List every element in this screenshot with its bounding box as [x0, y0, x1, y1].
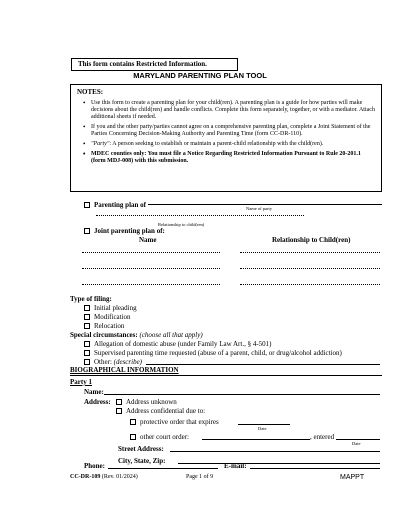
relocation-label: Relocation	[94, 322, 125, 330]
form-id-footer	[70, 474, 138, 480]
supervised-label: Supervised parenting time requested (abuse of a parent, child, or drug/alcohol addiction)	[94, 349, 342, 357]
form-title: MARYLAND PARENTING PLAN TOOL	[133, 71, 267, 80]
initial-label: Initial pleading	[94, 304, 137, 312]
email-label: E-mail:	[224, 462, 247, 470]
address-confidential-checkbox[interactable]	[116, 408, 122, 414]
relationship-column-header: Relationship to Child(ren)	[272, 236, 351, 244]
note-item	[91, 141, 375, 148]
restricted-info-notice: This form contains Restricted Information.	[71, 58, 238, 71]
joint-name-field-2[interactable]	[82, 268, 220, 269]
protective-order-date-caption: Date	[258, 426, 267, 431]
filing-option-initial[interactable]	[84, 304, 137, 312]
phone-field[interactable]	[108, 468, 218, 469]
special-option-supervised[interactable]	[84, 349, 342, 357]
other-court-order-checkbox[interactable]	[130, 434, 136, 440]
special-circumstances-label: Special circumstances:	[70, 331, 138, 339]
city-state-zip-field[interactable]	[178, 463, 380, 464]
entered-date-field[interactable]	[336, 439, 380, 440]
joint-name-field-1[interactable]	[82, 252, 220, 253]
protective-order-checkbox[interactable]	[130, 419, 136, 425]
address-confidential-option[interactable]	[116, 407, 205, 415]
form-id: CC-DR-109	[70, 474, 101, 480]
party-name-field[interactable]	[148, 204, 382, 205]
notes-list	[77, 100, 375, 165]
other-label: Other:	[94, 358, 112, 366]
other-court-order-label: other court order:	[140, 433, 189, 441]
relocation-checkbox[interactable]	[84, 323, 90, 329]
address-confidential-label: Address confidential due to:	[126, 407, 206, 415]
joint-relationship-field-2[interactable]	[240, 268, 380, 269]
address-unknown-option[interactable]	[116, 398, 177, 406]
abuse-checkbox[interactable]	[84, 341, 90, 347]
notes-title: NOTES:	[77, 88, 104, 96]
type-of-filing-label: Type of filing:	[70, 295, 112, 303]
street-address-field[interactable]	[170, 451, 380, 452]
party1-heading: Party 1	[70, 378, 92, 386]
other-checkbox[interactable]	[84, 359, 90, 365]
name-column-header: Name	[139, 236, 157, 244]
special-option-abuse[interactable]	[84, 340, 272, 348]
relationship-field[interactable]	[96, 215, 304, 216]
parenting-plan-of-row	[84, 201, 146, 209]
biographical-divider	[70, 375, 382, 376]
party1-name-label: Name:	[84, 388, 104, 396]
street-address-label: Street Address:	[118, 445, 164, 453]
protective-order-label: protective order that expires	[140, 418, 219, 426]
other-describe-hint: (describe)	[113, 358, 143, 366]
note-item: • If you and the other party/parties cannot agree on a comprehensive parenting plan, complete a Joint Statement of the Parties Concerning Decision-Making Authority and Parenting Time (form CC-DR-110).	[91, 124, 375, 138]
special-option-other[interactable]	[84, 358, 142, 366]
modification-label: Modification	[94, 313, 131, 321]
email-field[interactable]	[250, 468, 380, 469]
party-term: "Party"	[91, 141, 110, 147]
notes-box	[70, 84, 382, 192]
initial-checkbox[interactable]	[84, 305, 90, 311]
joint-relationship-field-1[interactable]	[240, 252, 380, 253]
special-hint: (choose all that apply)	[139, 331, 203, 339]
joint-plan-label: Joint parenting plan of:	[94, 227, 165, 235]
joint-plan-row	[84, 227, 165, 235]
city-state-zip-label: City, State, Zip:	[118, 457, 166, 465]
address-unknown-label: Address unknown	[126, 398, 177, 406]
page-number: Page 1 of 9	[186, 474, 214, 480]
other-court-order-option[interactable]	[130, 433, 189, 441]
parenting-plan-checkbox[interactable]	[84, 202, 90, 208]
abuse-label: Allegation of domestic abuse (under Family Law Art., § 4-501)	[94, 340, 272, 348]
note-item: • Use this form to create a parenting plan for your child(ren). A parenting plan is a guide for how parties will make decisions about the child(ren) and handle conflicts. Complete this form separately, together, or with a mediator. Attach additional sheets if needed.	[91, 100, 375, 121]
relationship-caption: Relationship to child(ren)	[158, 222, 205, 227]
entered-date-caption: Date	[352, 441, 361, 446]
form-revision: (Rev. 01/2024)	[101, 474, 138, 480]
biographical-heading: BIOGRAPHICAL INFORMATION	[70, 366, 179, 374]
parenting-plan-of-label: Parenting plan of	[94, 201, 146, 209]
joint-relationship-field-3[interactable]	[240, 284, 380, 285]
address-unknown-checkbox[interactable]	[116, 399, 122, 405]
other-describe-field[interactable]	[146, 364, 380, 365]
party1-name-field[interactable]	[104, 394, 380, 395]
name-of-party-caption: Name of party	[246, 206, 272, 211]
note-item-mdec: • MDEC counties only: You must file a Notice Regarding Restricted Information Pursuant to Rule 20-201.1 (form MDJ-008) with this submission.	[91, 151, 375, 165]
modification-checkbox[interactable]	[84, 314, 90, 320]
form-code: MAPPT	[340, 474, 365, 481]
joint-name-field-3[interactable]	[82, 284, 220, 285]
phone-label: Phone:	[84, 462, 105, 470]
special-circumstances-row	[70, 331, 203, 339]
protective-order-date-field[interactable]	[238, 424, 290, 425]
party-definition: : A person seeking to establish or maintain a parent-child relationship with the child(ren).	[109, 141, 324, 147]
joint-plan-checkbox[interactable]	[84, 228, 90, 234]
filing-option-modification[interactable]	[84, 313, 131, 321]
supervised-checkbox[interactable]	[84, 350, 90, 356]
entered-label: , entered	[310, 433, 335, 441]
filing-option-relocation[interactable]	[84, 322, 124, 330]
party1-address-label: Address:	[84, 398, 111, 406]
other-court-order-field[interactable]	[202, 439, 310, 440]
protective-order-option[interactable]	[130, 418, 219, 426]
